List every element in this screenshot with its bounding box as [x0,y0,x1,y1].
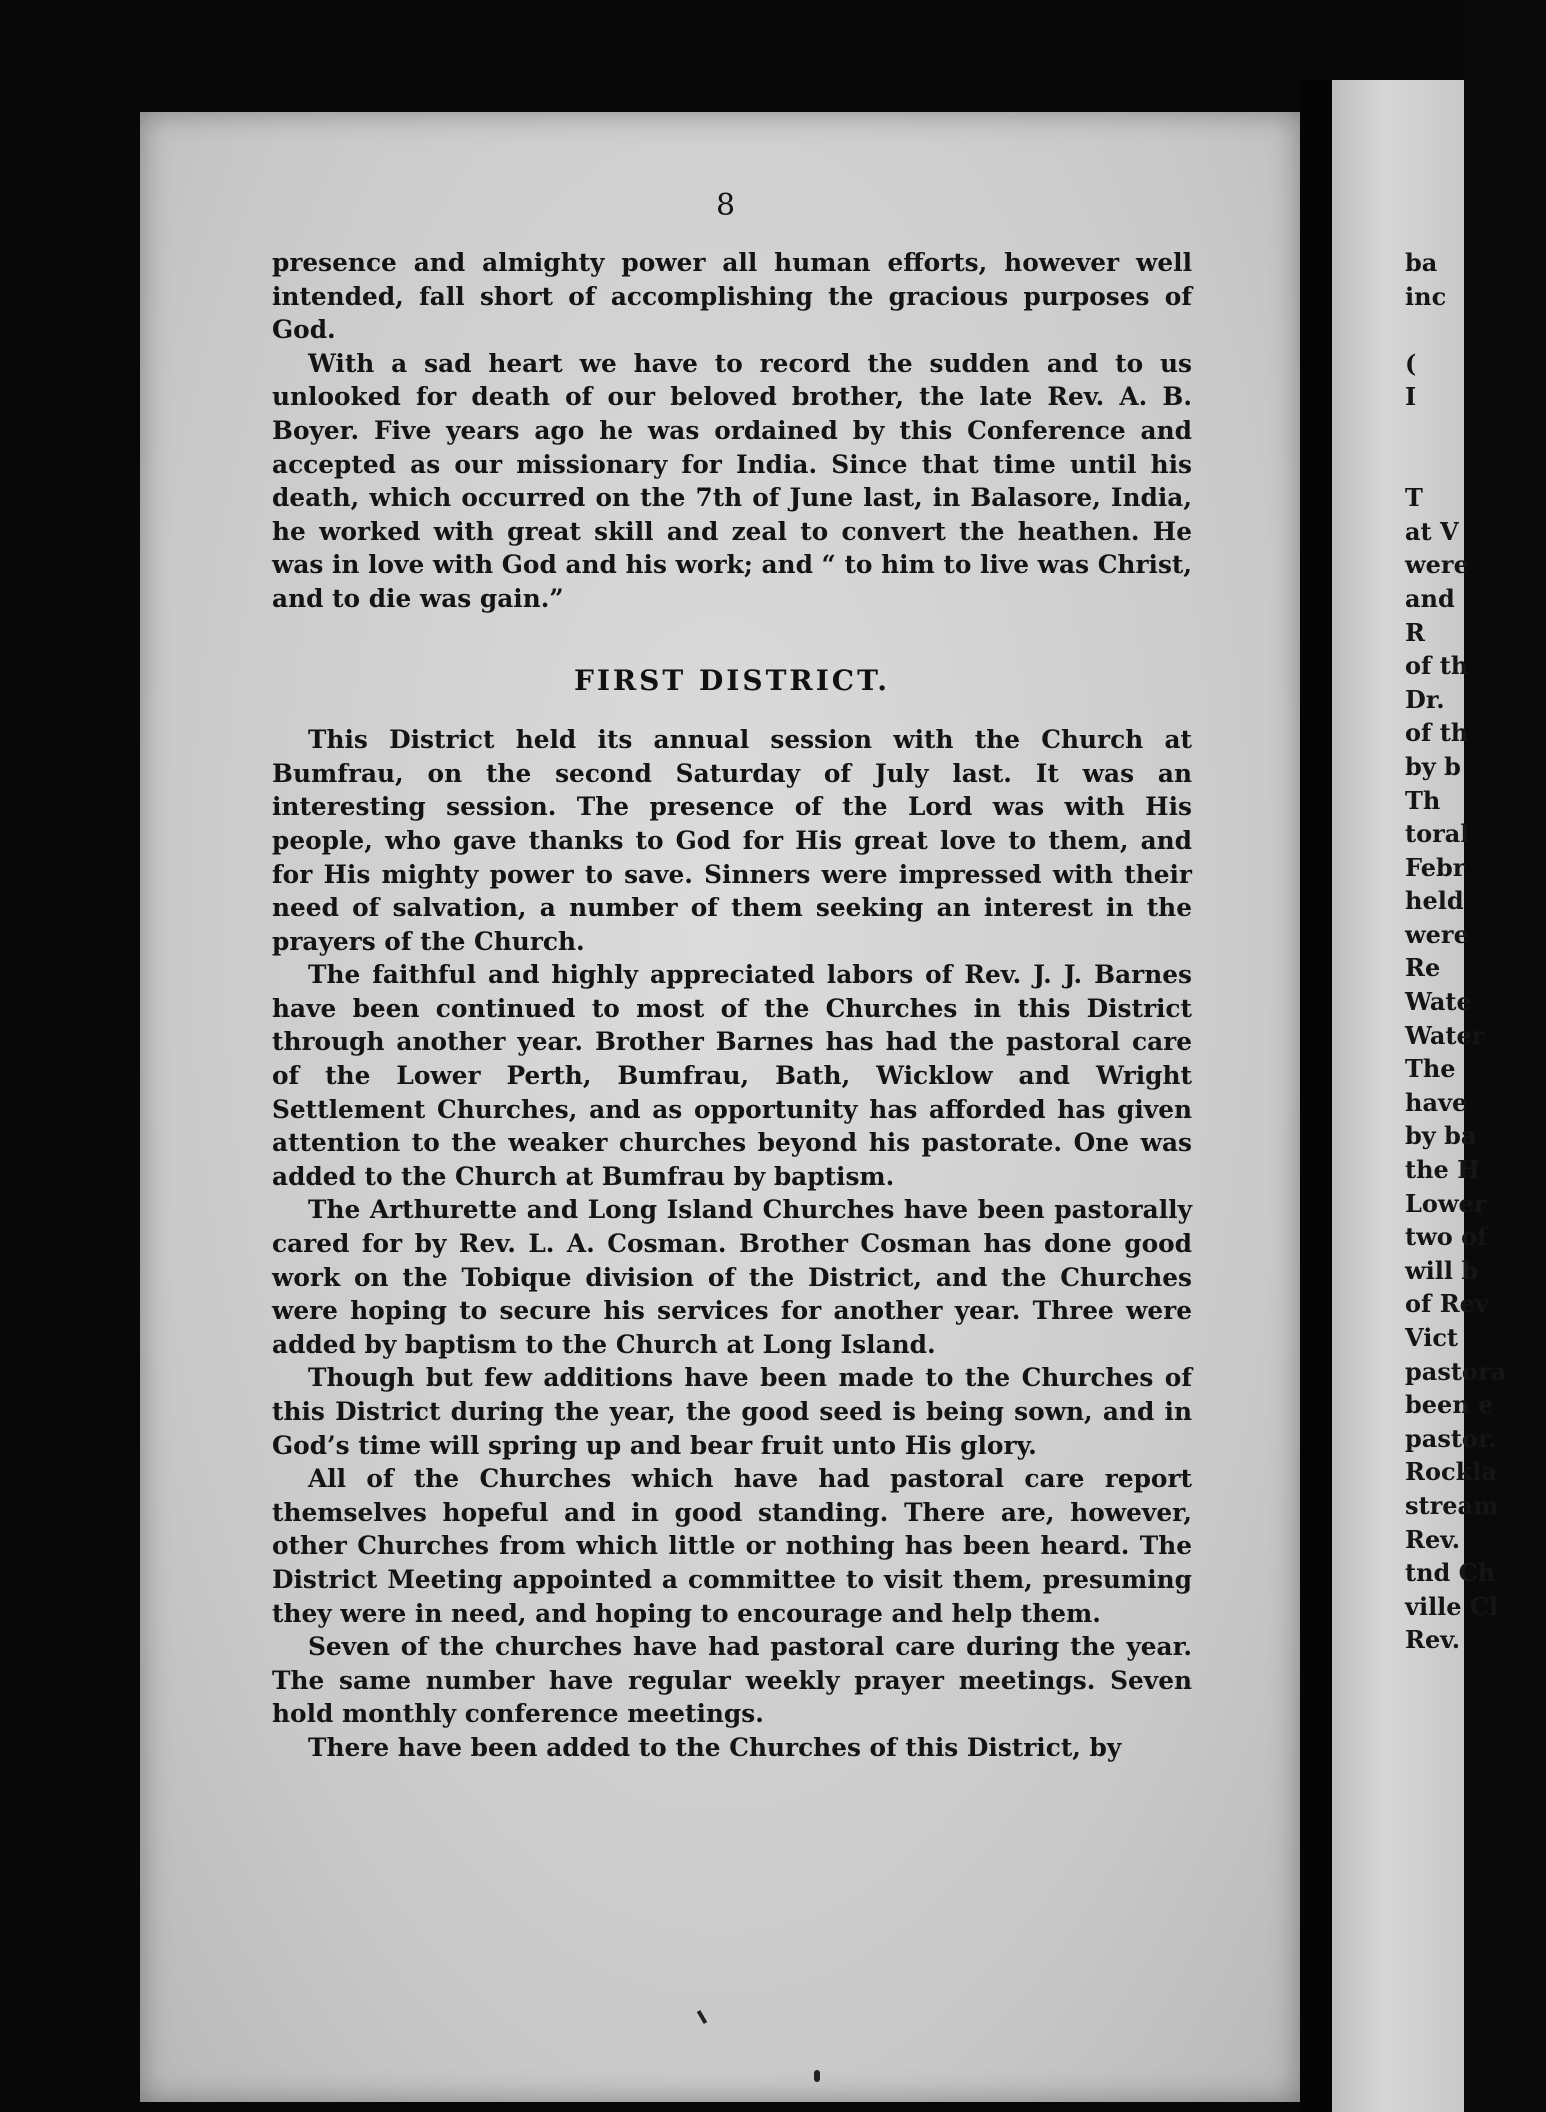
adjacent-line-fragment: will b [1405,1255,1479,1285]
adjacent-line-fragment: were [1405,550,1469,580]
adjacent-line-fragment: inc [1405,281,1447,311]
adjacent-line-fragment: Dr. [1405,684,1445,714]
paragraph: This District held its annual session with the Church at Bumfrau, on the second Saturday of July last. It was an interesting session. The presence of the Lord was with His people, who gave thanks to God for His great love to them, and for His mighty power to save. Sinners were impressed with their need of salvation, a number of them seeking an interest in the prayers of the Church. [272,725,1192,956]
adjacent-line-fragment: ba [1405,248,1438,277]
adjacent-line-fragment: I [1405,382,1417,412]
adjacent-line-fragment: and [1405,583,1455,613]
adjacent-line-fragment: held [1405,886,1464,916]
adjacent-line-fragment: Rev. [1405,1625,1461,1655]
adjacent-line-fragment: ( [1405,348,1417,378]
adjacent-line-fragment: tnd Ch [1405,1558,1496,1588]
adjacent-page-text [1406,246,1546,1657]
adjacent-line-fragment: Water [1405,1020,1485,1050]
adjacent-line-fragment [1405,448,1546,482]
adjacent-line-fragment: have [1405,1087,1468,1117]
paragraph: There have been added to the Churches of this District, by [308,1732,1122,1762]
paragraph: presence and almighty power all human efforts, however well intended, fall short of accomplishing the gracious purposes of God. [272,248,1192,345]
adjacent-line-fragment: pastora [1405,1356,1507,1386]
adjacent-line-fragment: by ba [1405,1121,1477,1151]
page-body [272,246,1192,1765]
adjacent-line-fragment: Lower [1405,1188,1487,1218]
paragraph: The Arthurette and Long Island Churches have been pastorally cared for by Rev. L. A. Cosman. Brother Cosman has done good work on the Tobique division of the District, and the Churches were hoping to secure his services for another year. Three were added by baptism to the Church at Long Island. [272,1195,1192,1359]
adjacent-line-fragment: were [1405,919,1469,949]
ink-speck [814,2070,820,2082]
adjacent-line-fragment: pastor. [1405,1423,1497,1453]
paragraph: All of the Churches which have had pastoral care report themselves hopeful and in good standing. There are, however, other Churches from which little or nothing has been heard. The District Meeting appointed a committee to visit them, presuming they were in need, and hoping to encourage and help them. [272,1464,1192,1628]
paragraph: Though but few additions have been made to the Churches of this District during the year, the good seed is being sown, and in God’s time will spring up and bear fruit unto His glory. [272,1363,1192,1460]
adjacent-line-fragment: T [1405,483,1423,513]
adjacent-line-fragment: Th [1405,785,1441,815]
adjacent-line-fragment [1405,414,1546,448]
adjacent-line-fragment: Febr [1405,852,1466,882]
adjacent-line-fragment [1405,313,1546,347]
adjacent-line-fragment: Rev. [1405,1524,1461,1554]
book-gutter [1300,80,1332,2112]
adjacent-line-fragment: at V [1405,516,1459,546]
adjacent-line-fragment: been e [1405,1390,1494,1420]
paragraph: With a sad heart we have to record the sudden and to us unlooked for death of our beloved brother, the late Rev. A. B. Boyer. Five years ago he was ordained by this Conference and accepted as our missionary for India. Since that time until his death, which occurred on the 7th of June last, in Balasore, India, he worked with great skill and zeal to convert the heathen. He was in love with God and his work; and “ to him to live was Christ, and to die was gain.” [272,348,1192,613]
adjacent-line-fragment: two of [1405,1222,1488,1252]
adjacent-line-fragment: stream [1405,1490,1499,1520]
paragraph: Seven of the churches have had pastoral care during the year. The same number have regular weekly prayer meetings. Seven hold monthly conference meetings. [272,1632,1192,1729]
adjacent-line-fragment: Wate [1405,987,1472,1017]
adjacent-line-fragment: R [1405,617,1425,647]
adjacent-line-fragment: Re [1405,953,1441,983]
adjacent-line-fragment: by b [1405,751,1461,781]
adjacent-line-fragment: of Rev [1405,1289,1489,1319]
adjacent-line-fragment: The [1405,1054,1456,1084]
adjacent-line-fragment: the H [1405,1155,1480,1185]
page-number: 8 [716,188,736,223]
adjacent-line-fragment: of th [1405,718,1469,748]
adjacent-line-fragment: Rockla [1405,1457,1497,1487]
section-heading: FIRST DISTRICT. [573,663,891,697]
paragraph: The faithful and highly appreciated labors of Rev. J. J. Barnes have been continued to most of the Churches in this District through another year. Brother Barnes has had the pastoral care of the Lower Perth, Bumfrau, Bath, Wicklow and Wright Settlement Churches, and as opportunity has afforded has given attention to the weaker churches beyond his pastorate. One was added to the Church at Bumfrau by baptism. [272,960,1192,1191]
adjacent-line-fragment: ville Cl [1405,1591,1499,1621]
adjacent-line-fragment: Vict [1405,1323,1459,1352]
adjacent-line-fragment: toral [1405,819,1470,849]
adjacent-line-fragment: of th [1405,651,1469,681]
